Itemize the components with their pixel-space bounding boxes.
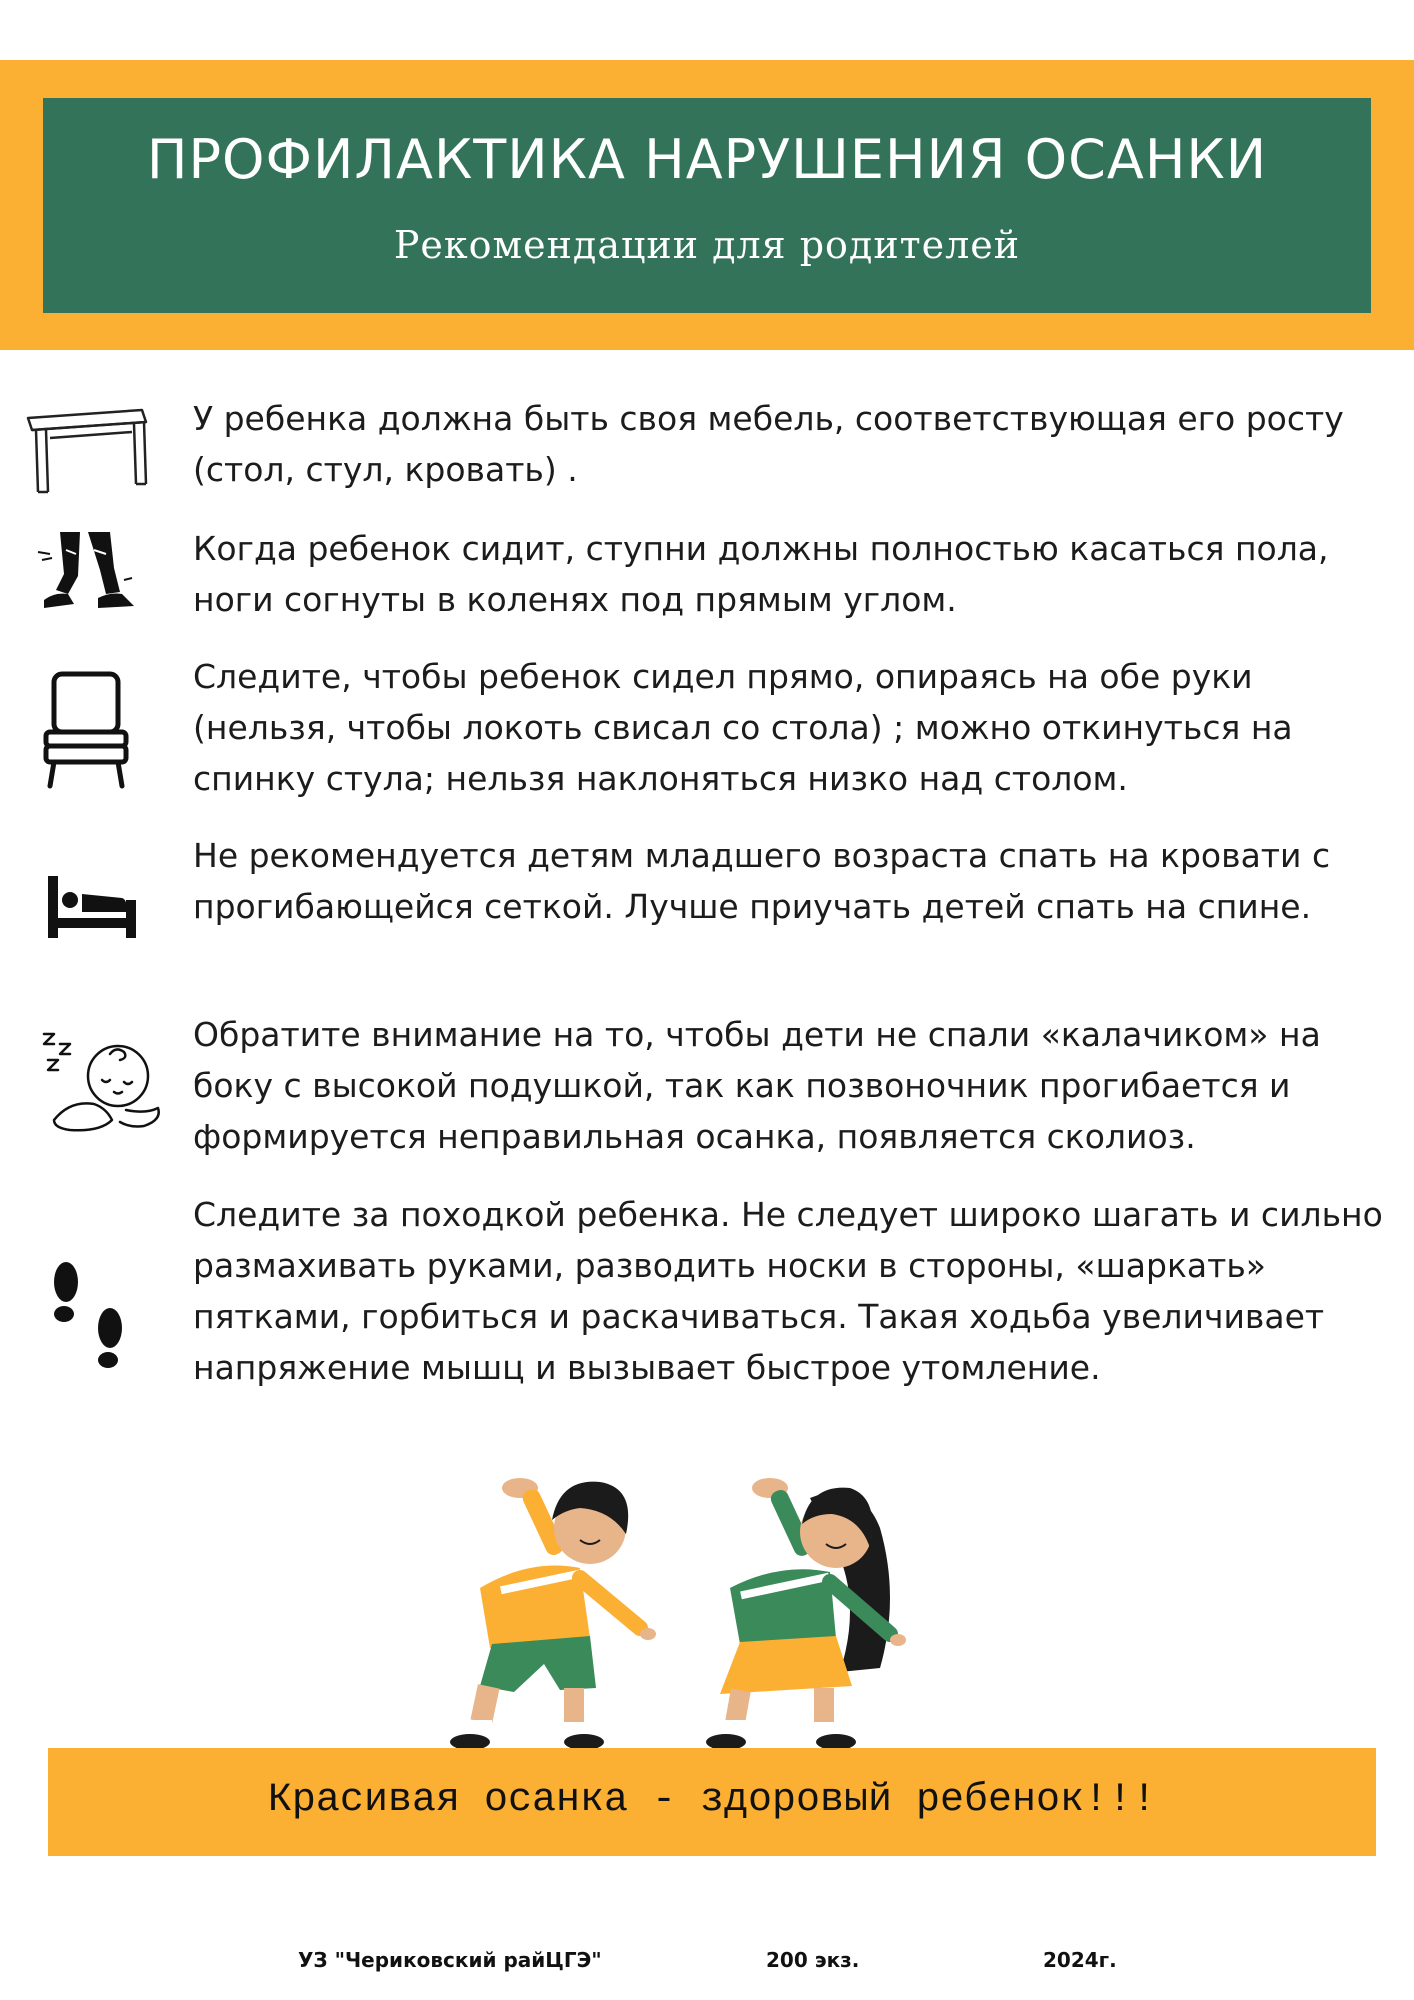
recommendation-text-sleep-position: Обратите внимание на то, чтобы дети не спали «калачиком» на боку с высокой подушкой, так как позвоночник прогибается и формируется неправильная осанка, появляется сколиоз.	[193, 1015, 1321, 1156]
footprints-icon	[44, 1260, 134, 1384]
imprint-year: 2024г.	[1043, 1948, 1117, 1972]
sleeping-baby-icon	[40, 1030, 166, 1138]
imprint-copies: 200 экз.	[766, 1948, 860, 1972]
girl-figure	[706, 1478, 906, 1750]
chair-icon	[40, 668, 132, 792]
page-title: ПРОФИЛАКТИКА НАРУШЕНИЯ ОСАНКИ	[146, 128, 1268, 191]
recommendation-text-sitting: Следите, чтобы ребенок сидел прямо, опираясь на обе руки (нельзя, чтобы локоть свисал со стола) ; можно откинуться на спинку стула; нельзя наклоняться низко над столом.	[193, 657, 1293, 798]
recommendation-text-bed: Не рекомендуется детям младшего возраста спать на кровати с прогибающейся сеткой. Лучше приучать детей спать на спине.	[193, 836, 1331, 926]
bed-icon	[44, 872, 140, 944]
recommendation-text-walking: Следите за походкой ребенка. Не следует широко шагать и сильно размахивать руками, разводить носки в стороны, «шаркать» пятками, горбиться и раскачиваться. Такая ходьба увеличивает напряжение мышц и вызывает быстрое утомление.	[193, 1195, 1383, 1387]
recommendation-text-furniture: У ребенка должна быть своя мебель, соответствующая его росту (стол, стул, кровать) .	[193, 399, 1344, 489]
imprint-organization: УЗ "Чериковский райЦГЭ"	[298, 1948, 602, 1972]
slogan-band	[48, 1748, 1376, 1856]
boy-figure	[450, 1478, 656, 1750]
table-icon	[22, 400, 152, 500]
kids-stretching-illustration	[440, 1458, 980, 1758]
legs-icon	[36, 528, 136, 620]
slogan-text: Красивая осанка - здоровый ребенок!!!	[267, 1778, 1157, 1823]
page-subtitle: Рекомендации для родителей	[393, 223, 1021, 267]
recommendation-text-feet: Когда ребенок сидит, ступни должны полностью касаться пола, ноги согнуты в коленях под прямым углом.	[193, 529, 1329, 619]
